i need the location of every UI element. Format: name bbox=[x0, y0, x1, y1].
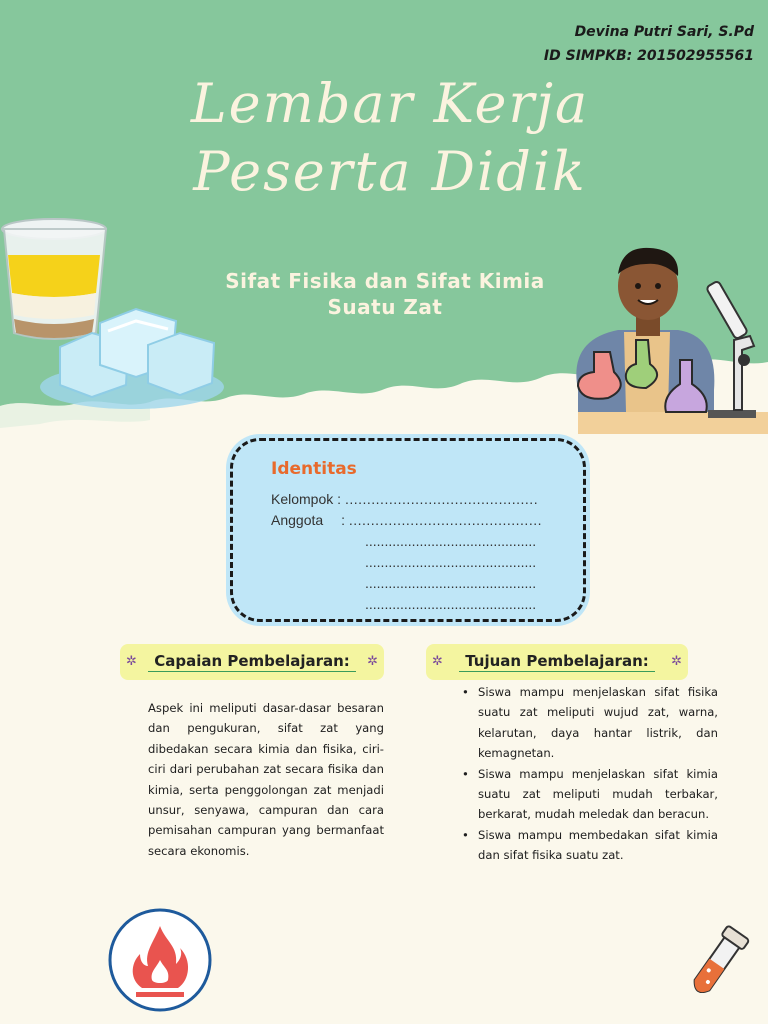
star-icon: ✲ bbox=[432, 654, 443, 669]
group-row bbox=[271, 491, 538, 507]
tujuan-item: • Siswa mampu menjelaskan sifat fisika suatu zat meliputi wujud zat, warna, kelarutan, daya hantar listrik, dan kemagnetan. bbox=[458, 682, 718, 764]
subtitle-line-2: Suatu Zat bbox=[327, 295, 443, 319]
beaker-ice-illustration bbox=[0, 215, 230, 415]
test-tube-icon bbox=[668, 922, 758, 1010]
subtitle-line-1: Sifat Fisika dan Sifat Kimia bbox=[225, 269, 545, 293]
capaian-header bbox=[120, 644, 384, 680]
author-name: Devina Putri Sari, S.Pd bbox=[574, 24, 754, 40]
tujuan-header bbox=[426, 644, 688, 680]
author-id: ID SIMPKB: 201502955561 bbox=[543, 48, 754, 64]
tujuan-item: • Siswa mampu membedakan sifat kimia dan sifat fisika suatu zat. bbox=[458, 825, 718, 866]
page-title bbox=[160, 70, 620, 206]
members-row bbox=[271, 512, 542, 528]
members-label: Anggota bbox=[271, 512, 324, 528]
flammable-icon bbox=[108, 908, 212, 1012]
member-field-1[interactable]: ............................................ bbox=[348, 512, 542, 528]
star-icon: ✲ bbox=[126, 654, 137, 669]
star-icon: ✲ bbox=[367, 654, 378, 669]
tujuan-item: • Siswa mampu menjelaskan sifat kimia suatu zat meliputi mudah terbakar, berkarat, mudah meledak dan beracun. bbox=[458, 764, 718, 825]
member-field-3[interactable]: ............................................ bbox=[365, 554, 537, 570]
member-field-2[interactable]: ............................................ bbox=[365, 533, 537, 549]
title-line-2: Peserta Didik bbox=[193, 140, 587, 203]
title-line-1: Lembar Kerja bbox=[190, 72, 590, 135]
identity-box bbox=[230, 438, 586, 622]
member-field-5[interactable]: ............................................ bbox=[365, 596, 537, 612]
author-block bbox=[544, 20, 754, 68]
tujuan-list bbox=[458, 682, 718, 866]
capaian-title: Capaian Pembelajaran: bbox=[148, 652, 356, 672]
beaker-icon bbox=[2, 219, 106, 339]
group-field[interactable]: ............................................ bbox=[344, 491, 539, 507]
tujuan-title: Tujuan Pembelajaran: bbox=[459, 652, 655, 672]
members-colon: : bbox=[341, 512, 345, 528]
group-label: Kelompok : bbox=[271, 491, 342, 507]
page-subtitle bbox=[170, 268, 600, 320]
identity-title: Identitas bbox=[271, 459, 357, 479]
star-icon: ✲ bbox=[671, 654, 682, 669]
student-illustration bbox=[538, 240, 768, 440]
capaian-body: Aspek ini meliputi dasar-dasar besaran dan pengukuran, sifat zat yang dibedakan secara kimia dan fisika, ciri-ciri dari perubahan zat secara fisika dan kimia, serta penggolongan zat menjadi unsur, senyawa, campuran dan cara pemisahan campuran yang bermanfaat secara ekonomis. bbox=[148, 701, 384, 858]
member-field-4[interactable]: ............................................ bbox=[365, 575, 537, 591]
